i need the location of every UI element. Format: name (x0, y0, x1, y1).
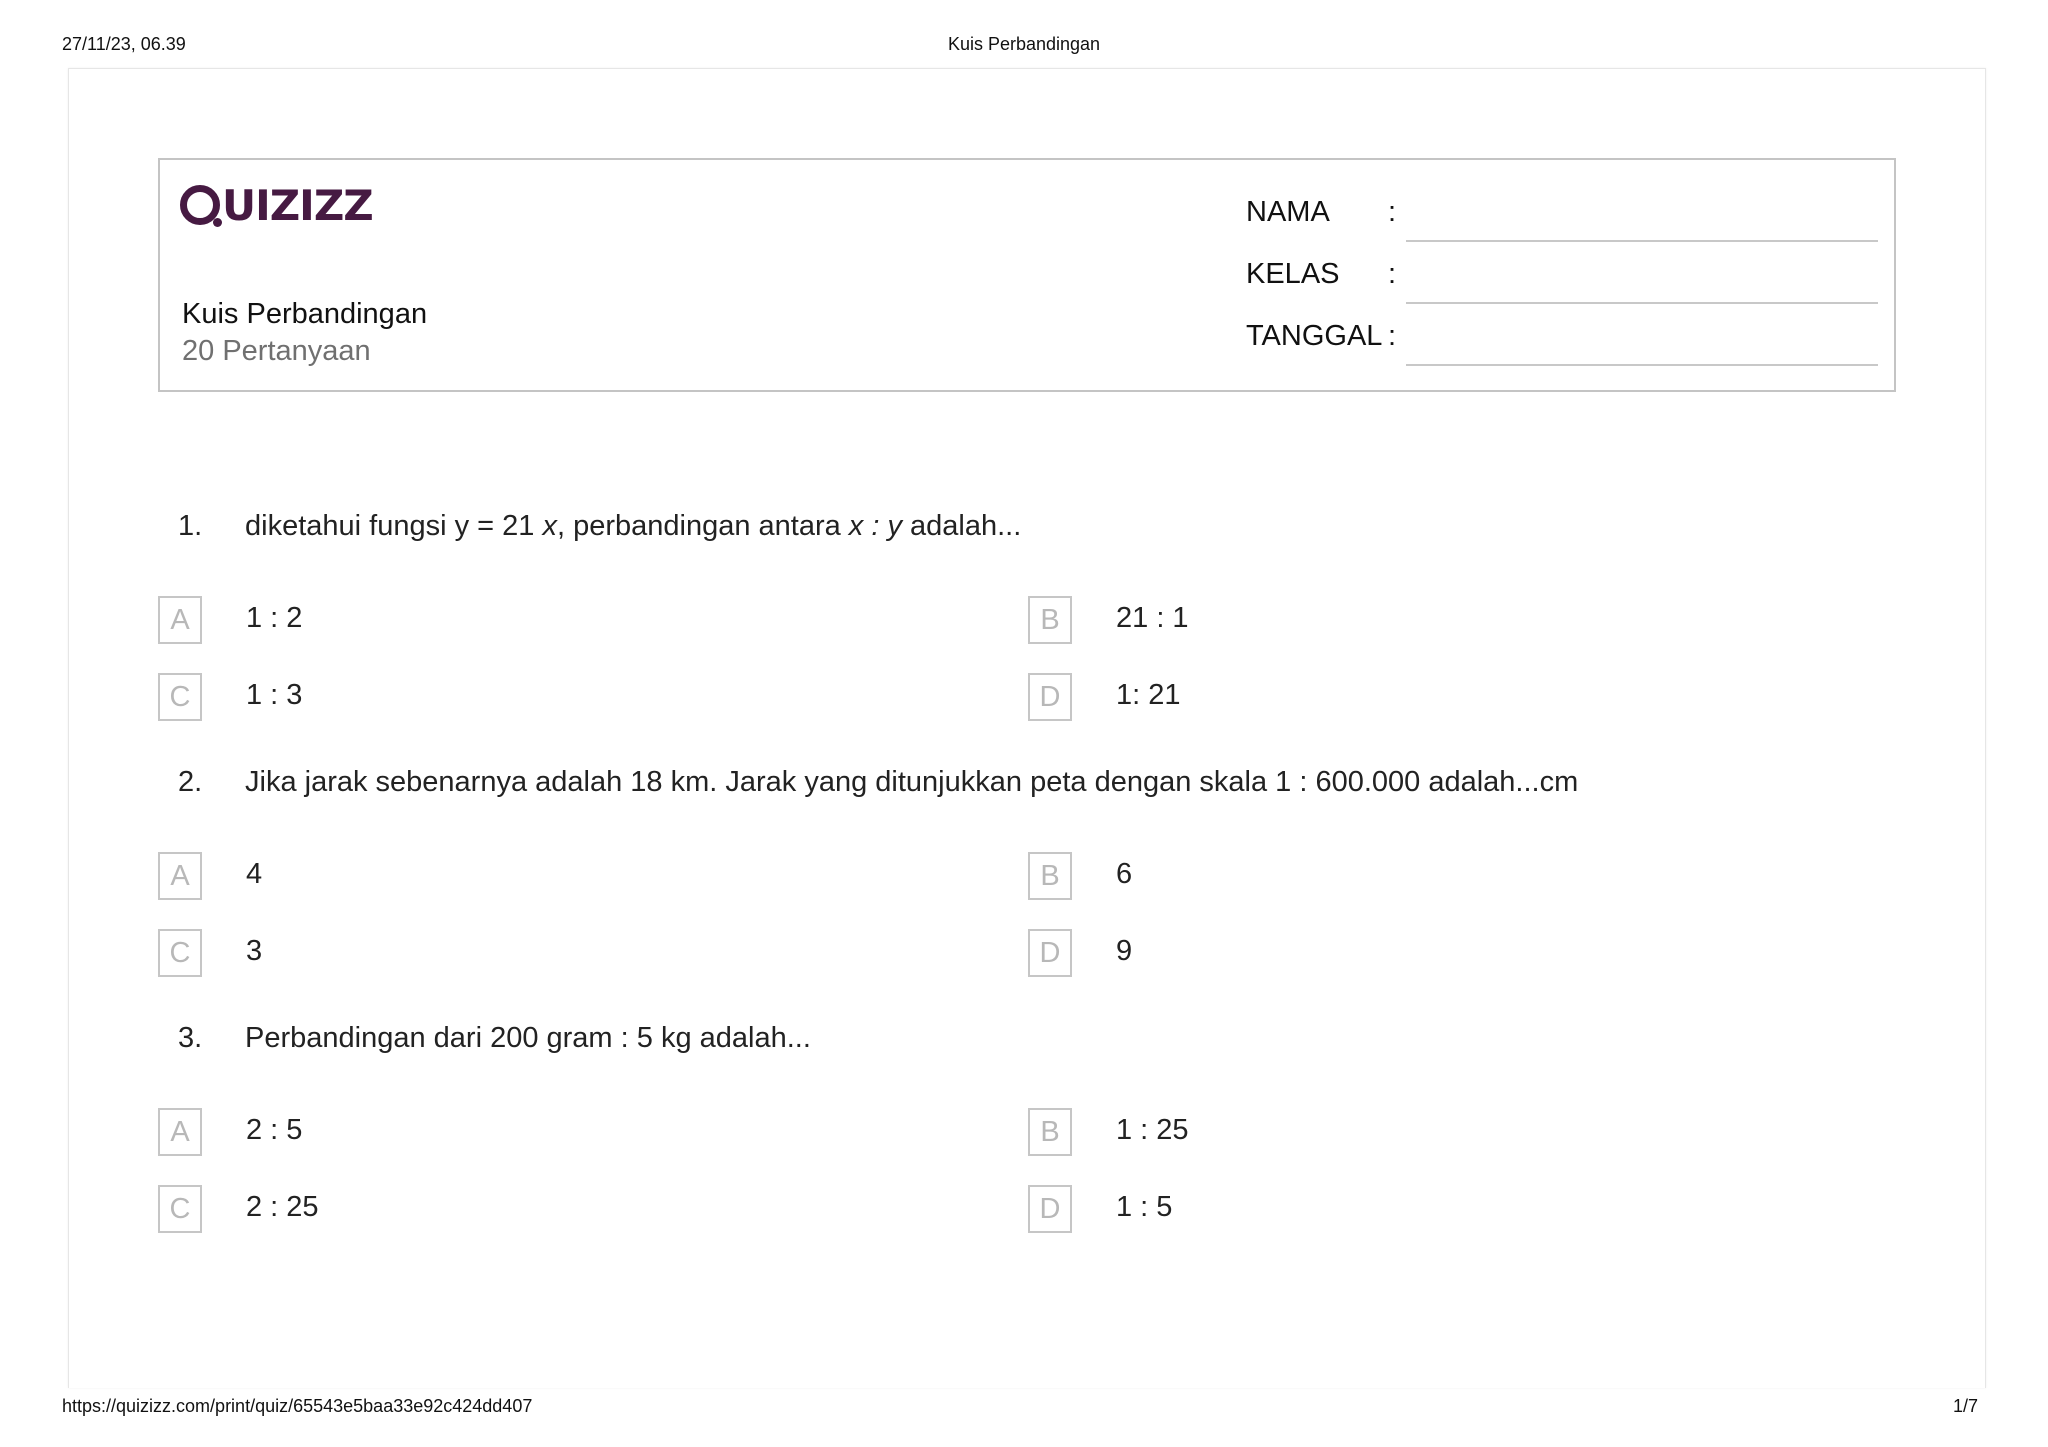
field-colon: : (1388, 196, 1397, 228)
field-label: TANGGAL (1246, 320, 1383, 352)
question-1 (158, 510, 1896, 766)
option-letter-box: D (1028, 929, 1072, 977)
print-date: 27/11/23, 06.39 (62, 34, 186, 54)
option-text: 1 : 5 (1116, 1191, 1173, 1223)
question-text-part: diketahui fungsi y = 21 (245, 510, 543, 542)
field-colon: : (1388, 320, 1397, 352)
option-text: 1 : 2 (246, 602, 303, 634)
option-letter-box: B (1028, 852, 1072, 900)
option-letter-box: B (1028, 1108, 1072, 1156)
worksheet-header-box (158, 158, 1896, 392)
question-number: 3. (178, 1022, 203, 1054)
option-text: 2 : 25 (246, 1191, 319, 1223)
option-b (1028, 852, 1828, 900)
print-header (62, 34, 1986, 58)
option-letter-box: A (158, 596, 202, 644)
option-text: 4 (246, 858, 263, 890)
field-label: NAMA (1246, 196, 1330, 228)
option-c (158, 1185, 958, 1233)
question-text-part: adalah... (901, 510, 1022, 542)
option-c (158, 673, 958, 721)
option-letter-box: C (158, 1185, 202, 1233)
page-number: 1/7 (1952, 1396, 1978, 1416)
option-text: 3 (246, 935, 263, 967)
page-url: https://quizizz.com/print/quiz/65543e5baa33e92c424dd407 (62, 1396, 533, 1416)
question-number: 1. (178, 510, 203, 542)
question-text-part: Perbandingan dari 200 gram : 5 kg adalah... (245, 1022, 811, 1054)
option-letter-box: D (1028, 673, 1072, 721)
option-text: 1 : 3 (246, 679, 303, 711)
option-letter-box: B (1028, 596, 1072, 644)
field-label: KELAS (1246, 258, 1340, 290)
option-d (1028, 929, 1828, 977)
logo-q-icon (180, 185, 220, 225)
field-kelas (1246, 250, 1878, 312)
option-text: 2 : 5 (246, 1114, 303, 1146)
print-title: Kuis Perbandingan (947, 34, 1101, 54)
option-text: 1: 21 (1116, 679, 1181, 711)
question-text-italic: x : y (848, 510, 902, 542)
question-text-italic: x (542, 510, 557, 542)
field-nama (1246, 188, 1878, 250)
option-letter-box: C (158, 929, 202, 977)
option-letter-box: A (158, 852, 202, 900)
option-a (158, 596, 958, 644)
option-text: 1 : 25 (1116, 1114, 1189, 1146)
print-footer (62, 1396, 1986, 1420)
question-text (178, 1022, 811, 1055)
name-blank-line (1406, 240, 1878, 242)
quizizz-logo (180, 180, 373, 230)
field-colon: : (1388, 258, 1397, 290)
option-text: 9 (1116, 935, 1133, 967)
question-number: 2. (178, 766, 203, 798)
option-a (158, 1108, 958, 1156)
option-text: 6 (1116, 858, 1133, 890)
question-text (178, 766, 1578, 799)
question-text-part: Jika jarak sebenarnya adalah 18 km. Jarak yang ditunjukkan peta dengan skala 1 : 600.000 adalah...cm (245, 766, 1579, 798)
option-letter-box: A (158, 1108, 202, 1156)
option-a (158, 852, 958, 900)
question-count: 20 Pertanyaan (182, 335, 371, 367)
option-d (1028, 673, 1828, 721)
option-letter-box: D (1028, 1185, 1072, 1233)
class-blank-line (1406, 302, 1878, 304)
option-b (1028, 596, 1828, 644)
option-b (1028, 1108, 1828, 1156)
question-3 (158, 1022, 1896, 1278)
student-fields (1246, 188, 1878, 374)
quiz-title: Kuis Perbandingan (182, 298, 428, 330)
question-text-part: , perbandingan antara (556, 510, 849, 542)
date-blank-line (1406, 364, 1878, 366)
logo-text: UIZIZZ (222, 180, 373, 230)
question-list (158, 510, 1896, 1278)
field-tanggal (1246, 312, 1878, 374)
question-2 (158, 766, 1896, 1022)
option-d (1028, 1185, 1828, 1233)
option-text: 21 : 1 (1116, 602, 1189, 634)
question-text (178, 510, 1021, 543)
option-c (158, 929, 958, 977)
option-letter-box: C (158, 673, 202, 721)
